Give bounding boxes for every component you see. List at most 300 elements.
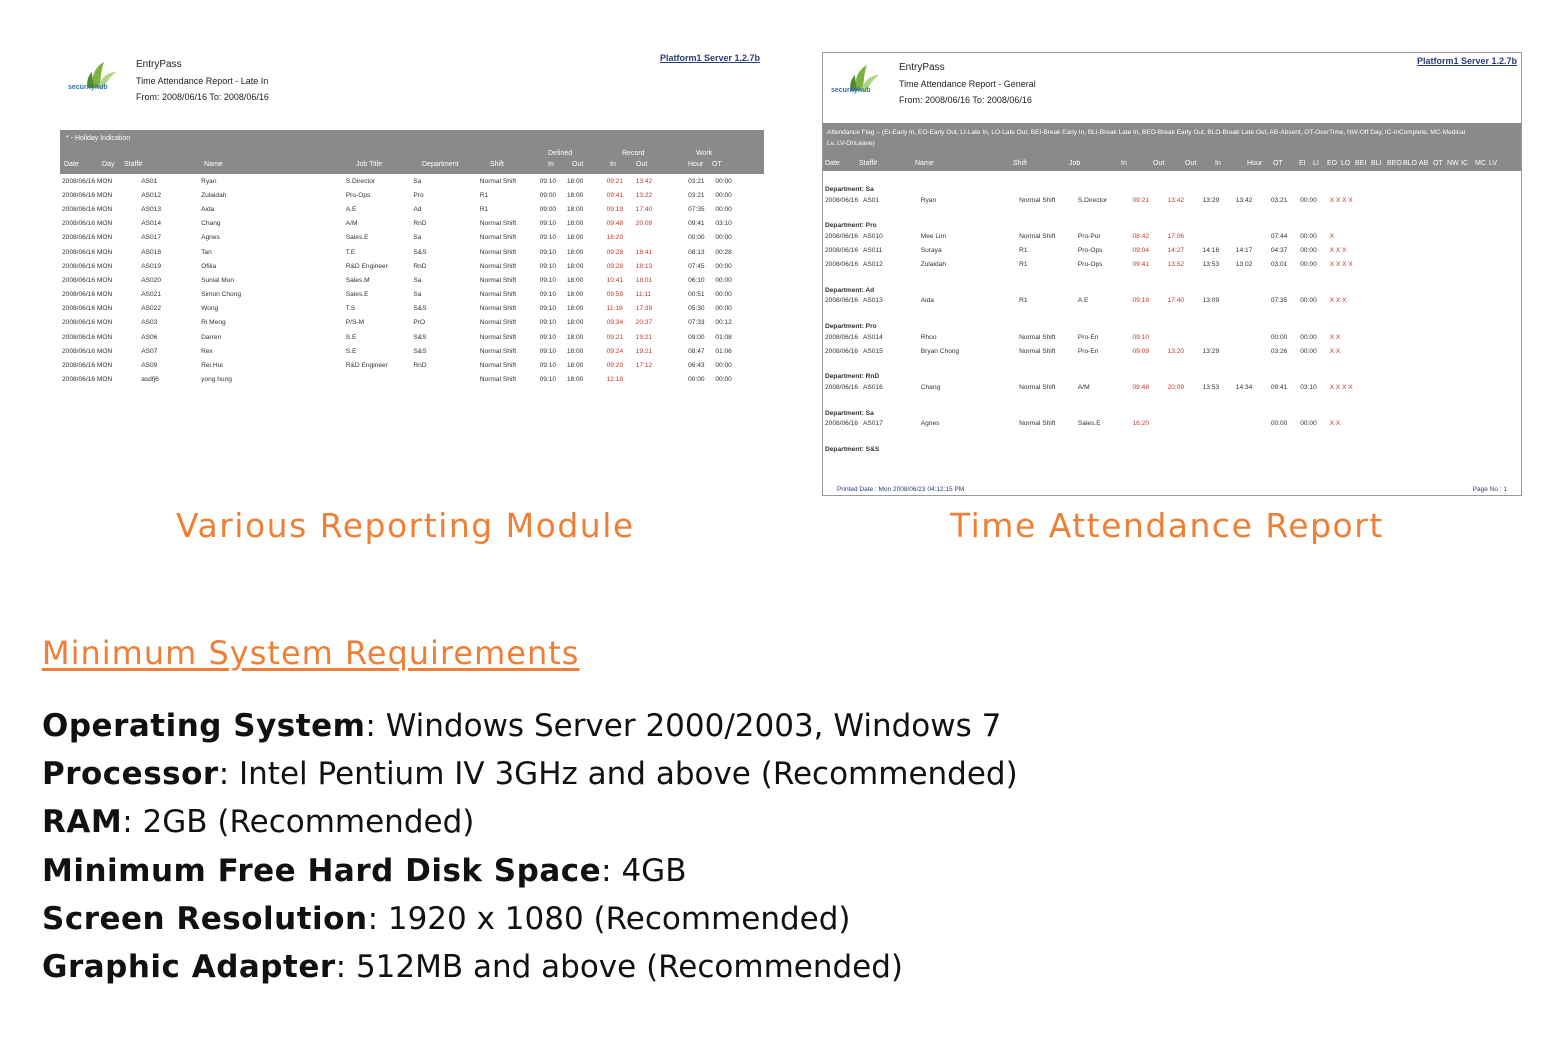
table-cell: 19:21: [635, 333, 653, 341]
table-row: [60, 358, 764, 372]
table-cell: Pro-En: [1077, 333, 1099, 341]
table-cell: RnD: [413, 220, 427, 228]
table-cell: Ad: [413, 205, 422, 213]
table-cell: Sa: [413, 234, 422, 242]
column-header: LO: [1341, 160, 1351, 167]
column-header: OT: [1433, 160, 1443, 167]
table-cell: AS09: [141, 362, 158, 370]
table-cell: 00:00: [1300, 196, 1317, 204]
table-row: [823, 258, 1521, 272]
requirements-heading: Minimum System Requirements: [42, 634, 580, 672]
table-cell: 20:09: [1167, 383, 1185, 391]
table-cell: T.S: [345, 305, 356, 313]
table-cell: 00:00: [1300, 420, 1317, 428]
table-cell: Sa: [413, 177, 422, 185]
table-cell: AS01: [862, 196, 880, 204]
table-cell: Sales.E: [345, 234, 369, 242]
table-cell: 09:10: [539, 333, 557, 341]
table-cell: 09:10: [539, 276, 557, 284]
table-cell: Normal Shift: [1019, 383, 1056, 391]
table-cell: A/M: [345, 220, 358, 228]
general-report-image: [822, 52, 1522, 496]
table-cell: 09:41: [1270, 383, 1288, 391]
column-header: BLO: [1403, 160, 1418, 167]
table-cell: 00:00: [715, 262, 732, 270]
table-cell: 01:08: [715, 333, 732, 341]
table-cell: 2008/06/16: [825, 232, 859, 240]
table-cell: 14:27: [1167, 246, 1185, 254]
table-cell: 09:19: [1132, 297, 1150, 305]
table-row: [60, 174, 764, 188]
table-cell: 19:21: [635, 347, 653, 355]
server-version: Platform1 Server 1.2.7b: [1416, 56, 1517, 66]
column-header: EI: [1299, 160, 1306, 167]
table-cell: 03:10: [1300, 383, 1317, 391]
group-header: Work: [696, 150, 713, 157]
table-cell: 09:41: [1132, 261, 1150, 269]
table-cell: [344, 373, 412, 387]
table-cell: 2008/06/16: [825, 261, 859, 269]
table-cell: 13:52: [1167, 261, 1185, 269]
table-cell: R1: [1019, 246, 1028, 254]
table-cell: 18:13: [635, 262, 653, 270]
column-header: In: [548, 161, 554, 168]
table-cell: Agnes: [920, 420, 940, 428]
table-cell: yong hung: [201, 376, 232, 384]
table-cell: S&S: [413, 305, 427, 313]
table-cell: 2008/06/16: [825, 297, 859, 305]
table-cell: 2008/06/16 MON: [62, 191, 113, 199]
report-footer: [837, 486, 1507, 493]
table-cell: 18:00: [566, 191, 584, 199]
table-cell: Zulaidah: [201, 191, 227, 199]
requirement-value: : 512MB and above (Recommended): [335, 949, 904, 986]
table-cell: 09:10: [539, 291, 557, 299]
report-meta: [136, 57, 269, 105]
table-cell: 09:28: [606, 262, 624, 270]
table-cell: Normal Shift: [479, 319, 517, 327]
table-cell: Pro-Ops: [1077, 261, 1103, 269]
table-cell: 00:51: [688, 291, 705, 299]
report-title: Time Attendance Report - General: [899, 79, 1036, 89]
table-cell: Sales.M: [345, 276, 370, 284]
table-cell: 13:53: [1202, 261, 1220, 269]
column-header: AB: [1419, 160, 1429, 167]
table-cell: Rhoo: [920, 333, 937, 341]
table-cell: 2008/06/16 MON: [62, 319, 113, 327]
table-cell: 03:21: [688, 177, 705, 185]
table-cell: R&D Engineer: [345, 362, 388, 370]
column-header: BLI: [1371, 160, 1382, 167]
table-cell: 13:29: [1202, 196, 1220, 204]
table-cell: 09:48: [606, 220, 624, 228]
late-in-table: [60, 174, 764, 387]
table-cell: AS06: [141, 333, 158, 341]
department-row: [823, 272, 1521, 294]
table-cell: 16:20: [606, 234, 624, 242]
table-cell: T.E: [345, 248, 356, 256]
table-cell: S&S: [413, 333, 427, 341]
table-cell: 07:44: [1270, 232, 1288, 240]
table-cell: 13:42: [1167, 196, 1185, 204]
table-cell: Normal Shift: [479, 333, 517, 341]
table-cell: [1234, 344, 1269, 358]
table-cell: 17:06: [1167, 232, 1185, 240]
table-cell: S&S: [413, 347, 427, 355]
report-header-band: [823, 123, 1521, 171]
table-cell: 09:21: [606, 333, 624, 341]
table-cell: Normal Shift: [479, 347, 517, 355]
department-label: Department: Ad: [825, 286, 875, 294]
table-cell: 09:19: [606, 205, 624, 213]
table-cell: 00:00: [715, 376, 732, 384]
department-row: [823, 395, 1521, 417]
table-cell: 03:26: [1270, 347, 1288, 355]
department-label: Department: Pro: [825, 322, 877, 330]
table-cell: RnD: [413, 262, 427, 270]
table-cell: 18:00: [566, 291, 584, 299]
table-cell: 00:00: [1300, 232, 1317, 240]
column-header: Date: [64, 161, 79, 168]
report-header: [60, 50, 764, 130]
table-cell: 00:00: [1270, 333, 1288, 341]
table-cell: RnD: [413, 362, 427, 370]
column-header: BEO: [1387, 160, 1402, 167]
table-cell: [1201, 330, 1234, 344]
column-header: OT: [712, 161, 722, 168]
column-header: Hour: [1247, 160, 1263, 167]
table-cell: 2008/06/16 MON: [62, 291, 113, 299]
table-cell: 09:41: [688, 220, 705, 228]
table-cell: 17:40: [1167, 297, 1185, 305]
table-cell: 2008/06/16 MON: [62, 177, 113, 185]
requirement-line: [42, 847, 1018, 895]
table-cell: 13:20: [1167, 347, 1185, 355]
table-cell: Normal Shift: [1019, 232, 1056, 240]
table-cell: 09:10: [539, 362, 557, 370]
requirement-value: : 1920 x 1080 (Recommended): [367, 900, 851, 937]
table-cell: 09:59: [606, 291, 624, 299]
table-cell: S&S: [413, 248, 427, 256]
column-header: LV: [1489, 160, 1498, 167]
table-cell: A.E: [345, 205, 357, 213]
table-cell: A/M: [1077, 383, 1090, 391]
table-row: [60, 202, 764, 216]
requirement-value: : Intel Pentium IV 3GHz and above (Recommended): [218, 756, 1018, 793]
table-cell: Normal Shift: [479, 248, 517, 256]
table-cell: R1: [1019, 297, 1028, 305]
table-cell: 03:21: [688, 191, 705, 199]
column-header: Hour: [688, 161, 704, 168]
table-row: [823, 243, 1521, 257]
table-row: [60, 373, 764, 387]
table-cell: 18:00: [566, 333, 584, 341]
table-cell: AS010: [862, 232, 883, 240]
requirement-label: Graphic Adapter: [42, 949, 336, 986]
server-version: Platform1 Server 1.2.7b: [659, 53, 760, 63]
requirement-value: : 2GB (Recommended): [122, 804, 475, 841]
table-cell: 00:00: [715, 291, 732, 299]
table-cell: 2008/06/16 MON: [62, 205, 113, 213]
table-cell: AS017: [141, 234, 161, 242]
table-cell: AS012: [141, 191, 161, 199]
table-cell: 06:43: [688, 362, 705, 370]
table-cell: 13:29: [1202, 347, 1220, 355]
table-cell: 09:10: [539, 262, 557, 270]
table-cell: 13:42: [1235, 196, 1253, 204]
table-cell: X X X X: [1329, 196, 1353, 204]
report-header: [823, 53, 1521, 123]
table-cell: R&D Engineer: [345, 262, 388, 270]
table-cell: 00:00: [715, 234, 732, 242]
column-header: Job: [1069, 160, 1081, 167]
table-cell: 00:00: [1300, 261, 1317, 269]
table-cell: Normal Shift: [479, 362, 517, 370]
table-row: [823, 330, 1521, 344]
table-cell: 17:12: [635, 362, 653, 370]
table-cell: R1: [479, 191, 489, 199]
table-cell: 09:04: [1132, 246, 1150, 254]
table-cell: [634, 373, 686, 387]
table-cell: 2008/06/16 MON: [62, 248, 113, 256]
table-cell: 00:28: [715, 248, 732, 256]
securityhub-logo-icon: [837, 61, 885, 105]
department-row: [823, 358, 1521, 380]
column-header: Out: [1153, 160, 1165, 167]
table-cell: 07:35: [1270, 297, 1288, 305]
table-cell: 18:00: [566, 347, 584, 355]
table-cell: 2008/06/16 MON: [62, 362, 113, 370]
table-cell: X X: [1329, 347, 1341, 355]
holiday-legend: * - Holiday Indication: [66, 135, 131, 142]
table-cell: AS017: [862, 420, 883, 428]
table-cell: 13:42: [635, 177, 653, 185]
table-cell: X X: [1329, 333, 1341, 341]
report-app-name: EntryPass: [899, 62, 945, 73]
table-cell: Chang: [920, 383, 941, 391]
table-cell: 00:00: [688, 376, 705, 384]
column-header: In: [610, 161, 616, 168]
table-row: [60, 316, 764, 330]
column-headers: [60, 161, 764, 171]
table-cell: [1234, 330, 1269, 344]
table-cell: 14:16: [1202, 246, 1220, 254]
table-cell: 09:34: [606, 319, 624, 327]
table-cell: Pro: [413, 191, 424, 199]
department-label: Department: Sa: [825, 186, 874, 193]
department-label: Department: Sa: [825, 409, 874, 417]
column-header: Staff#: [124, 161, 143, 168]
table-cell: Normal Shift: [1019, 196, 1056, 204]
column-headers: [823, 160, 1521, 169]
table-cell: Normal Shift: [479, 234, 517, 242]
table-cell: Normal Shift: [479, 262, 517, 270]
table-cell: 09:41: [606, 191, 624, 199]
table-cell: 18:00: [566, 362, 584, 370]
table-cell: 09:24: [606, 347, 624, 355]
table-cell: 09:10: [1132, 333, 1150, 341]
column-header: MC: [1475, 160, 1486, 167]
table-cell: Normal Shift: [1019, 347, 1056, 355]
table-cell: 17:39: [635, 305, 653, 313]
column-header: Job Title: [356, 161, 383, 168]
report-header-band: [60, 130, 764, 174]
table-cell: [1166, 330, 1201, 344]
table-cell: Rex: [201, 347, 213, 355]
table-cell: 09:10: [539, 347, 557, 355]
general-table: [823, 171, 1521, 453]
table-cell: 2008/06/16 MON: [62, 220, 113, 228]
department-label: Department: Pro: [825, 222, 877, 230]
table-cell: [634, 231, 686, 245]
column-header: Out: [636, 161, 648, 168]
report-range: From: 2008/06/16 To: 2008/06/16: [899, 95, 1032, 105]
table-cell: 18:00: [566, 276, 584, 284]
column-header: Out: [1185, 160, 1197, 167]
table-cell: 00:00: [715, 205, 732, 213]
table-cell: AS014: [141, 220, 161, 228]
table-cell: AS016: [862, 383, 883, 391]
requirement-label: Operating System: [42, 708, 366, 744]
table-row: [60, 217, 764, 231]
table-row: [60, 259, 764, 273]
table-cell: AS013: [862, 297, 883, 305]
column-header: EO: [1327, 160, 1338, 167]
table-cell: Normal Shift: [479, 291, 517, 299]
logo-text: securityhub: [68, 84, 108, 91]
table-cell: 2008/06/16 MON: [62, 347, 113, 355]
table-cell: 08:47: [688, 347, 705, 355]
column-header: IC: [1461, 160, 1468, 167]
table-cell: 13:09: [1202, 297, 1220, 305]
table-cell: 09:00: [539, 191, 557, 199]
table-cell: Pro-Ops: [345, 191, 371, 199]
requirement-value: : 4GB: [601, 852, 687, 889]
table-cell: 09:10: [539, 305, 557, 313]
table-cell: 00:00: [1300, 333, 1317, 341]
table-cell: 2008/06/16: [825, 246, 859, 254]
table-cell: Sa: [413, 291, 422, 299]
table-cell: 00:00: [715, 362, 732, 370]
table-cell: Normal Shift: [479, 376, 517, 384]
table-cell: X X X X: [1329, 383, 1353, 391]
table-cell: 01:06: [715, 347, 732, 355]
table-cell: S.E: [345, 333, 357, 341]
table-cell: 09:28: [606, 248, 624, 256]
table-cell: P/S-M: [345, 319, 365, 327]
table-cell: [1234, 417, 1269, 431]
table-row: [60, 288, 764, 302]
table-cell: 2008/06/16 MON: [62, 376, 113, 384]
table-row: [823, 193, 1521, 207]
table-row: [60, 330, 764, 344]
table-cell: 09:21: [606, 177, 624, 185]
table-cell: PrO: [413, 319, 426, 327]
table-cell: asdfj6: [141, 376, 159, 384]
table-cell: 07:45: [688, 262, 705, 270]
late-in-report-image: [60, 50, 764, 395]
column-header: In: [1121, 160, 1127, 167]
table-cell: 00:00: [715, 305, 732, 313]
table-cell: 13:02: [1235, 261, 1253, 269]
table-cell: [1166, 417, 1201, 431]
table-cell: 18:41: [635, 248, 653, 256]
table-cell: Rei Hui: [201, 362, 223, 370]
table-cell: AS018: [141, 248, 161, 256]
table-cell: Pro-En: [1077, 347, 1099, 355]
table-cell: Sales.E: [1077, 420, 1101, 428]
department-row: [823, 207, 1521, 229]
page-number: Page No : 1: [1472, 486, 1507, 493]
table-cell: AS07: [141, 347, 158, 355]
table-cell: R1: [479, 205, 489, 213]
report-meta: [899, 60, 1036, 108]
table-cell: 09:09: [1132, 347, 1150, 355]
table-cell: AS020: [141, 276, 161, 284]
table-cell: X X X X: [1329, 261, 1353, 269]
table-cell: X: [1329, 232, 1335, 240]
table-cell: S.Director: [345, 177, 376, 185]
table-cell: 09:00: [539, 205, 557, 213]
table-cell: [411, 373, 477, 387]
table-cell: 18:00: [566, 319, 584, 327]
table-cell: 00:00: [688, 234, 705, 242]
table-cell: 13:53: [1202, 383, 1220, 391]
attendance-flag-legend: Attendance Flag :- (EI-Early In, EO-Early Out, LI-Late In, LO-Late Out, BEI-Break Early In, BLI-Break Late In, BEO-Break Early Out, BLO-Break Late Out, AB-Absent, OT-OverTime, NW-Off Day, IC-InComplete, MC-Medical Lv, LV-OnLeave): [827, 129, 1466, 147]
table-cell: 08:42: [1132, 232, 1150, 240]
table-cell: 2008/06/16 MON: [62, 276, 113, 284]
table-cell: 09:20: [606, 362, 624, 370]
table-cell: Mee Lim: [920, 232, 947, 240]
table-cell: 03:01: [1270, 261, 1288, 269]
table-cell: 2008/06/16 MON: [62, 234, 113, 242]
table-cell: Pro-Ops: [1077, 246, 1103, 254]
department-row: [823, 308, 1521, 330]
group-header: Record: [622, 150, 645, 157]
table-cell: 03:10: [715, 220, 732, 228]
table-cell: Aida: [201, 205, 215, 213]
printed-date: Printed Date : Mon 2008/06/23 04:12:15 PM: [837, 486, 965, 493]
table-cell: 18:00: [566, 262, 584, 270]
requirement-label: Processor: [42, 756, 219, 793]
table-cell: 2008/06/16 MON: [62, 305, 113, 313]
column-header: Shift: [490, 161, 505, 168]
requirement-value: : Windows Server 2000/2003, Windows 7: [365, 708, 1002, 744]
table-cell: 18:00: [566, 220, 584, 228]
table-cell: Bryan Chong: [920, 347, 960, 355]
column-header: BEI: [1355, 160, 1367, 167]
table-cell: Tan: [201, 248, 212, 256]
table-cell: Normal Shift: [1019, 420, 1056, 428]
table-row: [60, 302, 764, 316]
table-cell: Agnes: [201, 234, 220, 242]
table-cell: Normal Shift: [1019, 333, 1056, 341]
table-cell: 09:10: [539, 376, 557, 384]
table-cell: X X: [1329, 420, 1341, 428]
column-header: Day: [102, 161, 115, 168]
requirement-label: Minimum Free Hard Disk Space: [42, 852, 602, 889]
table-cell: 14:34: [1235, 383, 1253, 391]
table-cell: 20:37: [635, 319, 653, 327]
table-cell: A.E: [1077, 297, 1089, 305]
table-cell: 18:00: [566, 177, 584, 185]
table-cell: AS03: [141, 319, 158, 327]
report-app-name: EntryPass: [136, 59, 182, 70]
table-row: [60, 188, 764, 202]
table-cell: 18:00: [566, 248, 584, 256]
table-cell: AS021: [141, 291, 161, 299]
table-row: [823, 344, 1521, 358]
